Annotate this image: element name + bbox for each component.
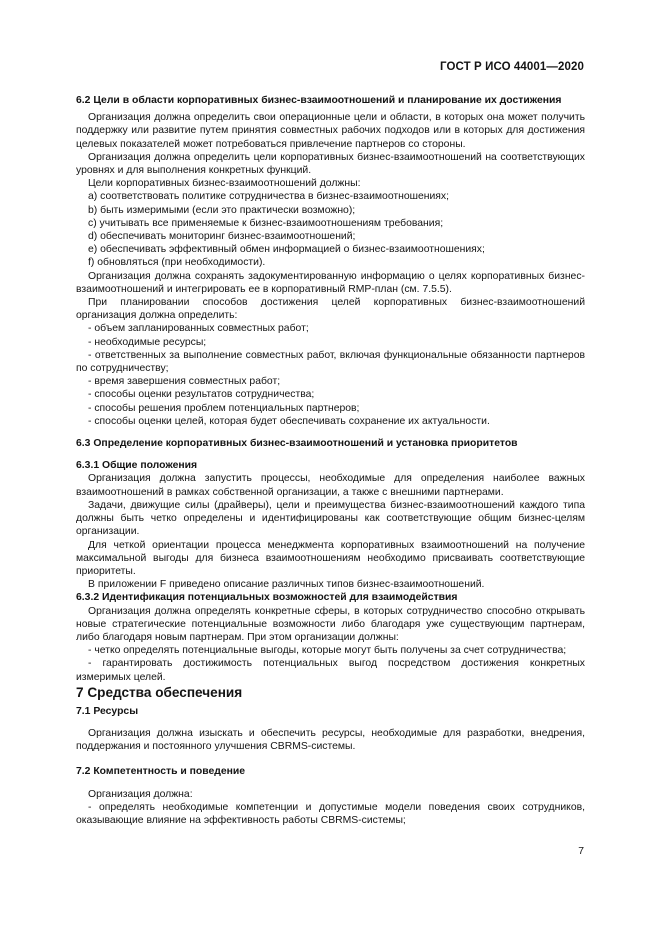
- list-item: - способы оценки целей, которая будет обеспечивать сохранение их актуальности.: [88, 415, 490, 427]
- list-item: - определять необходимые компетенции и допустимые модели поведения своих сотрудников, оказывающие влияние на эффективность работы CBRMS-системы;: [76, 801, 585, 826]
- section-6-2-title: 6.2 Цели в области корпоративных бизнес-взаимоотношений и планирование их достижения: [76, 95, 562, 106]
- paragraph: Организация должна:: [88, 788, 193, 800]
- list-item: - необходимые ресурсы;: [88, 336, 207, 348]
- section-7-title: 7 Средства обеспечения: [76, 684, 243, 700]
- section-7-2-title: 7.2 Компетентность и поведение: [76, 766, 246, 778]
- paragraph: Организация должна определить цели корпоративных бизнес-взаимоотношений на соответствующих уровнях и для выполнения конкретных функций.: [76, 151, 585, 177]
- paragraph: При планировании способов достижения целей корпоративных бизнес-взаимоотношений организация должна определить:: [76, 297, 585, 322]
- list-item: d) обеспечивать мониторинг бизнес-взаимоотношений;: [88, 231, 356, 243]
- paragraph: Организация должна определить свои операционные цели и области, в которых она может получить поддержку или развитие путем принятия совместных рабочих подходов или в которых для достижения целевых показателей может потребоваться привлечение партнеров со стороны.: [76, 112, 585, 150]
- list-item: - время завершения совместных работ;: [88, 376, 281, 388]
- list-item: f) обновляться (при необходимости).: [88, 257, 266, 269]
- paragraph: Цели корпоративных бизнес-взаимоотношений должны:: [88, 178, 361, 190]
- list-item: - способы оценки результатов сотрудничества;: [88, 389, 315, 401]
- paragraph: Для четкой ориентации процесса менеджмента корпоративных взаимоотношений на получение максимальной выгоды для бизнеса взаимоотношениям необходимо присваивать соответствующие приоритеты.: [76, 539, 585, 577]
- page-number: 7: [578, 846, 584, 857]
- paragraph: Организация должна запустить процессы, необходимые для определения наиболее важных взаимоотношений в рамках собственной организации, а также с внешними партнерами.: [76, 473, 585, 498]
- list-item: - гарантировать достижимость потенциальных выгод посредством достижения конкретных измеримых целей.: [76, 658, 585, 683]
- paragraph: Организация должна сохранять задокументированную информацию о целях корпоративных бизнес-взаимоотношений и интегрировать ее в корпоративный RMP-план (см. 7.5.5).: [76, 270, 585, 295]
- document-header: ГОСТ Р ИСО 44001—2020: [439, 61, 584, 73]
- list-item: a) соответствовать политике сотрудничества в бизнес-взаимоотношениях;: [88, 191, 450, 203]
- section-7-1-title: 7.1 Ресурсы: [76, 705, 139, 717]
- list-item: b) быть измеримыми (если это практически возможно);: [88, 204, 356, 216]
- paragraph: Организация должна определять конкретные сферы, в которых сотрудничество способно открывать новые стратегические потенциальные возможности либо благодаря уже существующим партнерам, либо благодаря новым партнерам. При этом организации должны:: [76, 605, 585, 643]
- section-6-3-2-title: 6.3.2 Идентификация потенциальных возможностей для взаимодействия: [76, 592, 458, 604]
- paragraph: В приложении F приведено описание различных типов бизнес-взаимоотношений.: [88, 579, 485, 591]
- paragraph: Задачи, движущие силы (драйверы), цели и преимущества бизнес-взаимоотношений каждого типа должны быть четко определены и идентифицированы как соответствующие общим бизнес-целям организации.: [76, 499, 585, 538]
- list-item: - ответственных за выполнение совместных работ, включая функциональные обязанности партнеров по сотрудничеству;: [76, 349, 585, 375]
- list-item: - объем запланированных совместных работ;: [88, 323, 309, 335]
- list-item: - четко определять потенциальные выгоды, которые могут быть получены за счет сотрудничества;: [88, 645, 567, 657]
- paragraph: Организация должна изыскать и обеспечить ресурсы, необходимые для разработки, внедрения, поддержания и постоянного улучшения CBRMS-системы.: [76, 727, 585, 753]
- section-6-3-1-title: 6.3.1 Общие положения: [76, 460, 198, 472]
- list-item: c) учитывать все применяемые к бизнес-взаимоотношениям требования;: [88, 217, 444, 229]
- list-item: e) обеспечивать эффективный обмен информацией о бизнес-взаимоотношениях;: [88, 244, 485, 256]
- list-item: - способы решения проблем потенциальных партнеров;: [88, 402, 360, 414]
- section-6-3-title: 6.3 Определение корпоративных бизнес-взаимоотношений и установка приоритетов: [76, 438, 518, 450]
- document-body: [76, 94, 585, 827]
